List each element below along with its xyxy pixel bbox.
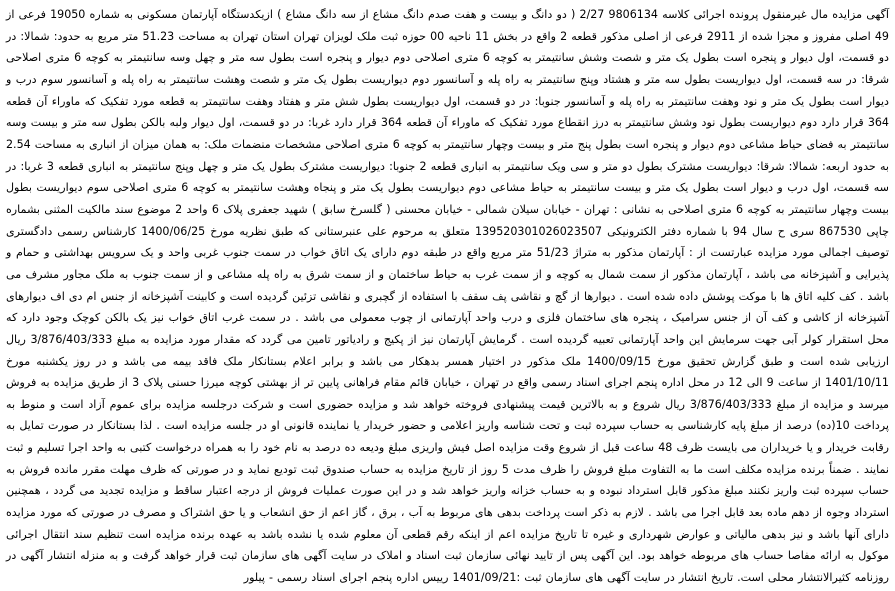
auction-notice-text: آگهی مزایده مال غیرمنقول پرونده اجرائی کلاسه 9806134 2/27 ( دو دانگ و بیست و هفت صدم دانگ مشاع از سه دانگ مشاع ) ازیکدستگاه آپارتمان مسکونی به شماره 19050 فرعی از 49 اصلی مفروز و مجزا شده از 2911 فرعی از اصلی مذکور قطعه 2 واقع در بخش 11 ناحیه 00 حوزه ثبت ملک لویزان تهران استان تهران به مساحت 51.23 متر مربع به حدود: شمالا: در دو قسمت، اول دیوار و پنجره است بطول یک متر و شصت وشش سانتیمتر به کوچه 6 متری اصلاحی دوم دیوار و پنجره است بطول سه متر و چهل وسه سانتیمتر به کوچه 6 متری اصلاحی شرقا: در سه قسمت، اول دیواریست بطول سه متر و هشتاد وپنج سانتیمتر به راه پله و آسانسور دوم دیواریست بطول یک متر و شصت وهشت سانتیمتر به راه پله و آسانسور سوم درب و دیوار است بطول یک متر و نود وهفت سانتیمتر به راه پله و آسانسور جنوبا: در دو قسمت، اول دیواریست بطول شش متر و هفتاد وهفت سانتیمتر به قطعه مورد تفکیک که ماوراء آن قطعه 364 قرار دارد دوم دیواریست بطول نود وشش سانتیمتر به درز انقطاع مورد تفکیک که ماوراء آن قطعه 364 قرار دارد غربا: در دو قسمت، اول دیوار ولبه بالکن بطول سه متر و بیست وسه سانتیمتر به فضای حیاط مشاعی دوم دیوار و پنجره است بطول پنج متر و بیست وچهار سانتیمتر به کوچه 6 متری اصلاحی مشخصات منضمات ملک: به همان میزان از انباری به مساحت 2.54 به حدود اربعه: شمالا: شرقا: دیواریست مشترک بطول دو متر و سی ویک سانتیمتر به انباری قطعه 2 جنوبا: دیواریست مشترک بطول یک متر و چهل وپنج سانتیمتر به انباری قطعه 3 غربا: در سه قسمت، اول درب و دیوار است بطول یک متر و بیست سانتیمتر به حیاط مشاعی دوم دیواریست بطول یک متر و پنجاه وهشت سانتیمتر به کوچه 6 متری اصلاحی سوم دیواریست بطول بیست وچهار سانتیمتر به کوچه 6 متری اصلاحی به نشانی : تهران - خیابان سیلان شمالی - خیابان محسنی ( گلسرخ سابق ) شهید جعفری پلاک 6 واحد 2 موضوع سند مالکیت المثنی بشماره چاپی 867530 سری ح سال 94 با شماره دفتر الکترونیکی 139520301026023507 متعلق به مرحوم علی عنبرستانی که طبق نظریه مورخ 1400/06/25 کارشناس رسمی دادگستری توصیف اجمالی مورد مزایده عبارتست از : آپارتمان مذکور به متراژ 51/23 متر مربع واقع در طبقه دوم دارای یک اتاق خواب در سمت جنوب غربی واحد و یک سرویس بهداشتی و حمام و پذیرایی و آشپزخانه می باشد ، آپارتمان مذکور از سمت شمال به کوچه و از سمت غرب به حیاط ساختمان و از سمت شرق به راه پله مشاعی و از سمت جنوب به ملک مجاور مشرف می باشد . کف کلیه اتاق ها با موکت پوشش داده شده است . دیوارها از گچ و نقاشی پف سقف با استفاده از گچبری و نقاشی تزئین گردیده است و کابینت آشپزخانه از جنس ام دی اف دیوارهای آشپزخانه از کاشی و کف آن از جنس سرامیک ، پنجره های ساختمان فلزی و درب واحد آپارتمانی از چوب معمولی می باشد . در سمت غرب اتاق خواب نیز یک بالکن کوچک وجود دارد که محل استقرار کولر آبی جهت سرمایش این واحد آپارتمانی تعبیه گردیده است . گرمایش آپارتمان نیز از پکیج و رادیاتور تامین می گردد که مقدار مورد مزایده به مبلغ 3/876/403/333 ریال ارزیابی شده است و طبق گزارش تحقیق مورخ 1400/09/15 ملک مذکور در اختیار همسر بدهکار می باشد و برابر اعلام بستانکار ملک فاقد بیمه می باشد و در روز یکشنبه مورخ 1401/10/11 از ساعت 9 الی 12 در محل اداره پنجم اجرای اسناد رسمی واقع در تهران ، خیابان قائم مقام فراهانی پایین تر از بهشتی کوچه میرزا حسنی پلاک 3 از طریق مزایده به فروش میرسد و مزایده از مبلغ 3/876/403/333 ریال شروع و به بالاترین قیمت پیشنهادی فروخته خواهد شد و مزایده حضوری است و شرکت درجلسه مزایده برای عموم آزاد است و منوط به پرداخت 10(ده) درصد از مبلغ پایه کارشناسی به حساب سپرده ثبت و تحت شناسه واریز اعلامی و حضور خریدار یا نماینده قانونی او در جلسه مزایده است . لذا بستانکار در صورت تمایل به رقابت خریدار و یا خریداران می بایست ظرف 48 ساعت قبل از شروع وقت مزایده اصل فیش واریزی مبلغ ودیعه ده درصد به نام خود را به همراه درخواست کتبی به واحد اجرا تسلیم و ثبت نمایند . ضمناً برنده مزایده مکلف است ما به التفاوت مبلغ فروش را ظرف مدت 5 روز از تاریخ مزایده به حساب صندوق ثبت تودیع نماید و در صورتی که ظرف مهلت مقرر مانده فروش به حساب سپرده ثبت واریز نکنند مبلغ مذکور قابل استرداد نبوده و به حساب خزانه واریز خواهد شد و در این صورت عملیات فروش از درجه اعتبار ساقط و مزایده تجدید می گردد ، همچنین استرداد وجوه از دهم ماده بعد قابل اجرا می باشد . لازم به ذکر است پرداخت بدهی های مربوط به آب ، برق ، گاز اعم از حق انشعاب و یا حق اشتراک و مصرف در صورتی که مورد مزایده دارای آنها باشد و نیز بدهی مالیاتی و عوارض شهرداری و غیره تا تاریخ مزایده اعم از اینکه رقم قطعی آن معلوم شده یا نشده باشد به عهده برنده مزایده است تنظیم سند انتقال اجرائی موکول به ارائه مفاصا حساب های مربوطه خواهد بود. این آگهی پس از تایید نهائی سازمان ثبت اسناد و املاک در سایت آگهی های سازمان ثبت قرار خواهد گرفت و به منزله انتشار آگهی در روزنامه کثیرالانتشار محلی است. تاریخ انتشار در سایت آگهی های سازمان ثبت :1401/09/21 رییس اداره پنجم اجرای اسناد رسمی - پیلور [6,8,890,585]
